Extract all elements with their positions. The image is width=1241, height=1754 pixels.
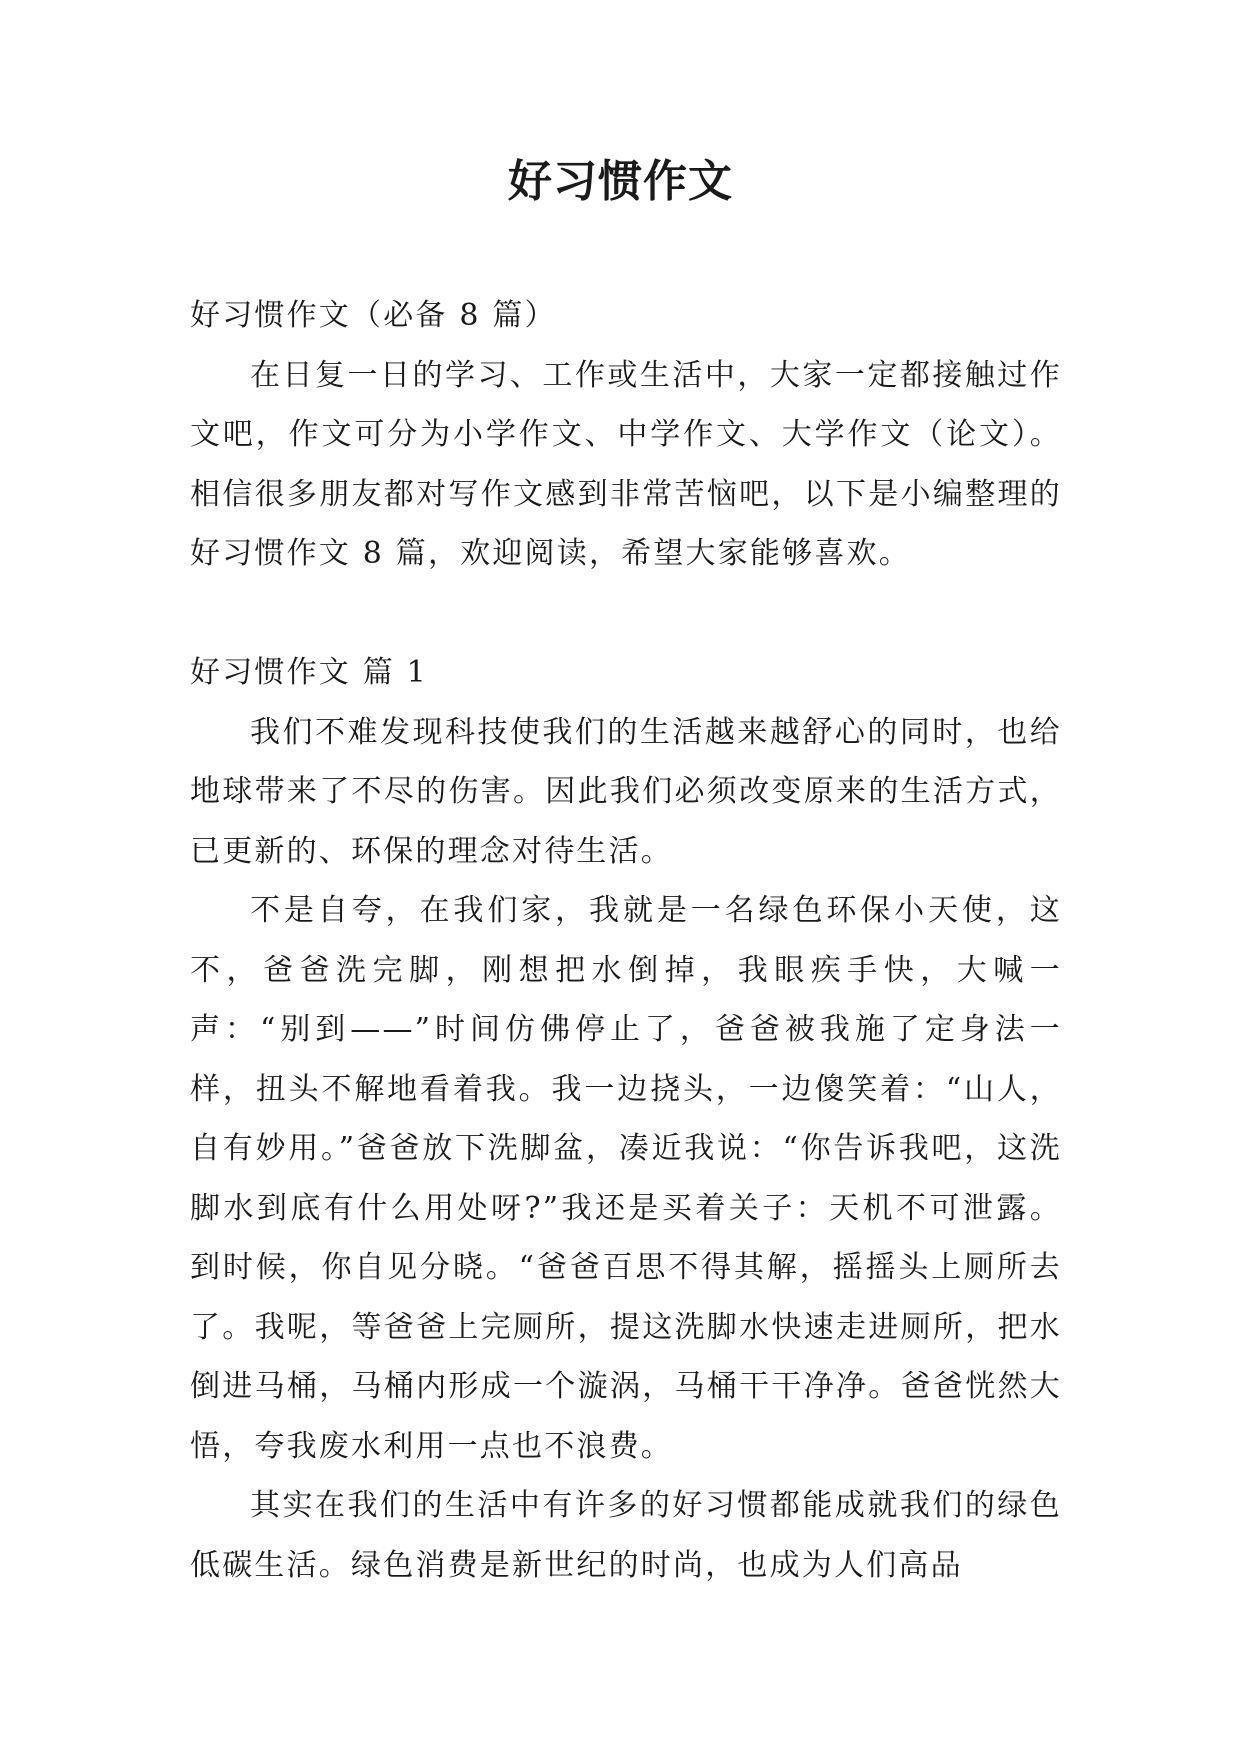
section-paragraph-3: 其实在我们的生活中有许多的好习惯都能成就我们的绿色低碳生活。绿色消费是新世纪的时尚，也成为人们高品 bbox=[190, 1488, 1062, 1583]
section-paragraph-2: 不是自夸，在我们家，我就是一名绿色环保小天使，这不，爸爸洗完脚，刚想把水倒掉，我眼疾手快，大喊一声：“别到——”时间仿佛停止了，爸爸被我施了定身法一样，扭头不解地看着我。我一边挠头，一边傻笑着：“山人，自有妙用。”爸爸放下洗脚盆，凑近我说：“你告诉我吧，这洗脚水到底有什么用处呀?”我还是买着关子：天机不可泄露。到时候，你自见分晓。“爸爸百思不得其解，摇摇头上厕所去了。我呢，等爸爸上完厕所，提这洗脚水快速走进厕所，把水倒进马桶，马桶内形成一个漩涡，马桶干干净净。爸爸恍然大悟，夸我废水利用一点也不浪费。 bbox=[190, 893, 1062, 1464]
section-paragraph-1: 我们不难发现科技使我们的生活越来越舒心的同时，也给地球带来了不尽的伤害。因此我们必须改变原来的生活方式，已更新的、环保的理念对待生活。 bbox=[190, 714, 1062, 869]
section-spacer bbox=[190, 584, 1062, 644]
intro-paragraph: 在日复一日的学习、工作或生活中，大家一定都接触过作文吧，作文可分为小学作文、中学作文、大学作文（论文）。相信很多朋友都对写作文感到非常苦恼吧，以下是小编整理的好习惯作文 8 篇，欢迎阅读，希望大家能够喜欢。 bbox=[190, 357, 1062, 571]
document-title: 好习惯作文 bbox=[508, 156, 733, 207]
section-heading: 好习惯作文 篇 1 bbox=[190, 655, 428, 690]
document-body bbox=[190, 286, 1062, 1595]
document-subtitle: 好习惯作文（必备 8 篇） bbox=[190, 298, 557, 333]
